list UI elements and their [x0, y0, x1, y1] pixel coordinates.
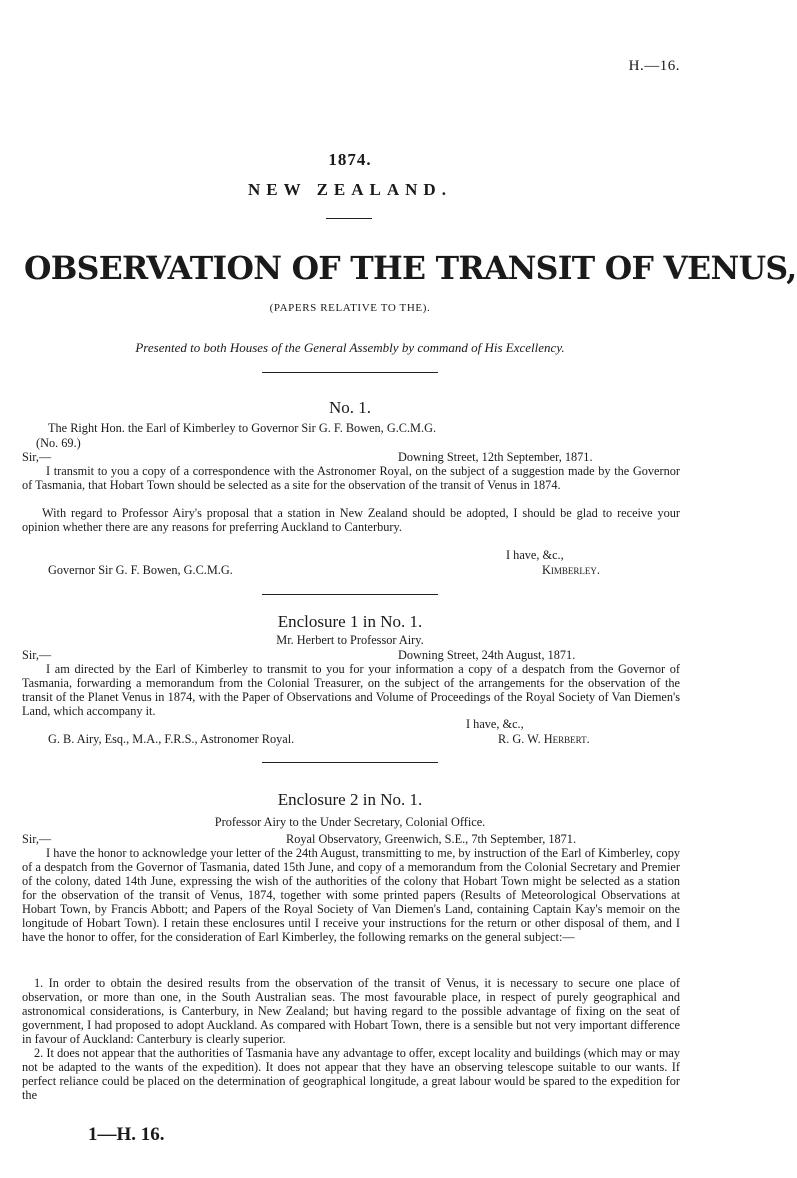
divider: [326, 218, 372, 219]
document-subtitle: (PAPERS RELATIVE TO THE).: [269, 302, 431, 314]
section-heading-enclosure1: Enclosure 1 in No. 1.: [277, 612, 423, 631]
closing: I have, &c.,: [506, 548, 564, 562]
paragraph: I have the honor to acknowledge your letter of the 24th August, transmitting to me, by instruction of the Earl of Kimberley, copy of a despatch from the Governor of Tasmania, dated 15th June, and copy of a memorandum from the Colonial Secretary and Premier of the colony, dated 14th June, expressing the wish of the authorities of the colony that Hobart Town might be selected as a station for the observation of the transit of Venus, 1874, together with some printed papers (Results of Meteorological Observations at Hobart Town, by Francis Abbott; and Papers of the Royal Society of Van Diemen's Land, containing Captain Kay's memoir on the longitude of Hobart Town). I retain these enclosures until I receive your instructions for the return or other disposal of them, and I have the honor to offer, for the consideration of Earl Kimberley, the following remarks on the general subject:—: [22, 846, 680, 944]
salutation: Sir,—: [22, 648, 52, 662]
salutation: Sir,—: [22, 832, 52, 846]
closing: I have, &c.,: [466, 717, 524, 731]
letter-from-to: The Right Hon. the Earl of Kimberley to Governor Sir G. F. Bowen, G.C.M.G.: [48, 421, 437, 435]
year: 1874.: [328, 150, 372, 169]
divider: [262, 372, 438, 373]
country: NEW ZEALAND.: [248, 180, 452, 199]
place-date: Downing Street, 24th August, 1871.: [398, 648, 576, 662]
letter-from-to: Mr. Herbert to Professor Airy.: [276, 633, 424, 647]
place-date: Downing Street, 12th September, 1871.: [398, 450, 593, 464]
addressee: Governor Sir G. F. Bowen, G.C.M.G.: [48, 563, 233, 577]
document-reference: H.—16.: [628, 58, 680, 74]
paragraph: With regard to Professor Airy's proposal that a station in New Zealand should be adopted, I should be glad to receive your opinion whether there are any reasons for preferring Auckland to Canterbury.: [22, 506, 680, 534]
divider: [262, 594, 438, 595]
salutation: Sir,—: [22, 450, 52, 464]
section-heading-enclosure2: Enclosure 2 in No. 1.: [277, 790, 423, 809]
document-title: OBSERVATION OF THE TRANSIT OF VENUS,: [24, 250, 797, 287]
presented-note: Presented to both Houses of the General Assembly by command of His Excellency.: [135, 340, 565, 355]
letter-number: (No. 69.): [36, 436, 81, 450]
addressee: G. B. Airy, Esq., M.A., F.R.S., Astronomer Royal.: [48, 732, 295, 746]
paragraph: 1. In order to obtain the desired results from the observation of the transit of Venus, it is necessary to secure one place of observation, or more than one, in the South Australian seas. The most favourable place, in respect of purely geographical and astronomical considerations, is Canterbury, in New Zealand; but having regard to the possible advantage of fixing on the seat of government, I had proposed to adopt Auckland. As compared with Hobart Town, there is a sensible but not very important difference in favour of Auckland: Canterbury is clearly superior.: [22, 976, 680, 1046]
place-date: Royal Observatory, Greenwich, S.E., 7th September, 1871.: [286, 832, 577, 846]
divider: [262, 762, 438, 763]
signature-mark: 1—H. 16.: [88, 1124, 165, 1145]
signature: R. G. W. Herbert.: [498, 732, 590, 746]
paragraph: I am directed by the Earl of Kimberley to transmit to you for your information a copy of a despatch from the Governor of Tasmania, forwarding a memorandum from the Colonial Treasurer, on the subject of the arrangements for the observation of the transit of the Planet Venus in 1874, with the Paper of Observations and Volume of Proceedings of the Royal Society of Van Diemen's Land, which accompany it.: [22, 662, 680, 718]
letter-from-to: Professor Airy to the Under Secretary, Colonial Office.: [214, 815, 486, 829]
paragraph: 2. It does not appear that the authorities of Tasmania have any advantage to offer, except locality and buildings (which may or may not be adapted to the wants of the expedition). It does not appear that they have an observing telescope suitable to our wants. If perfect reliance could be placed on the determination of geographical longitude, a great labour would be spared to the expedition for the: [22, 1046, 680, 1102]
paragraph: I transmit to you a copy of a correspondence with the Astronomer Royal, on the subject of a suggestion made by the Governor of Tasmania, that Hobart Town should be selected as a site for the observation of the transit of Venus in 1874.: [22, 464, 680, 492]
signature: Kimberley.: [542, 563, 600, 577]
section-heading-no1: No. 1.: [328, 398, 372, 417]
